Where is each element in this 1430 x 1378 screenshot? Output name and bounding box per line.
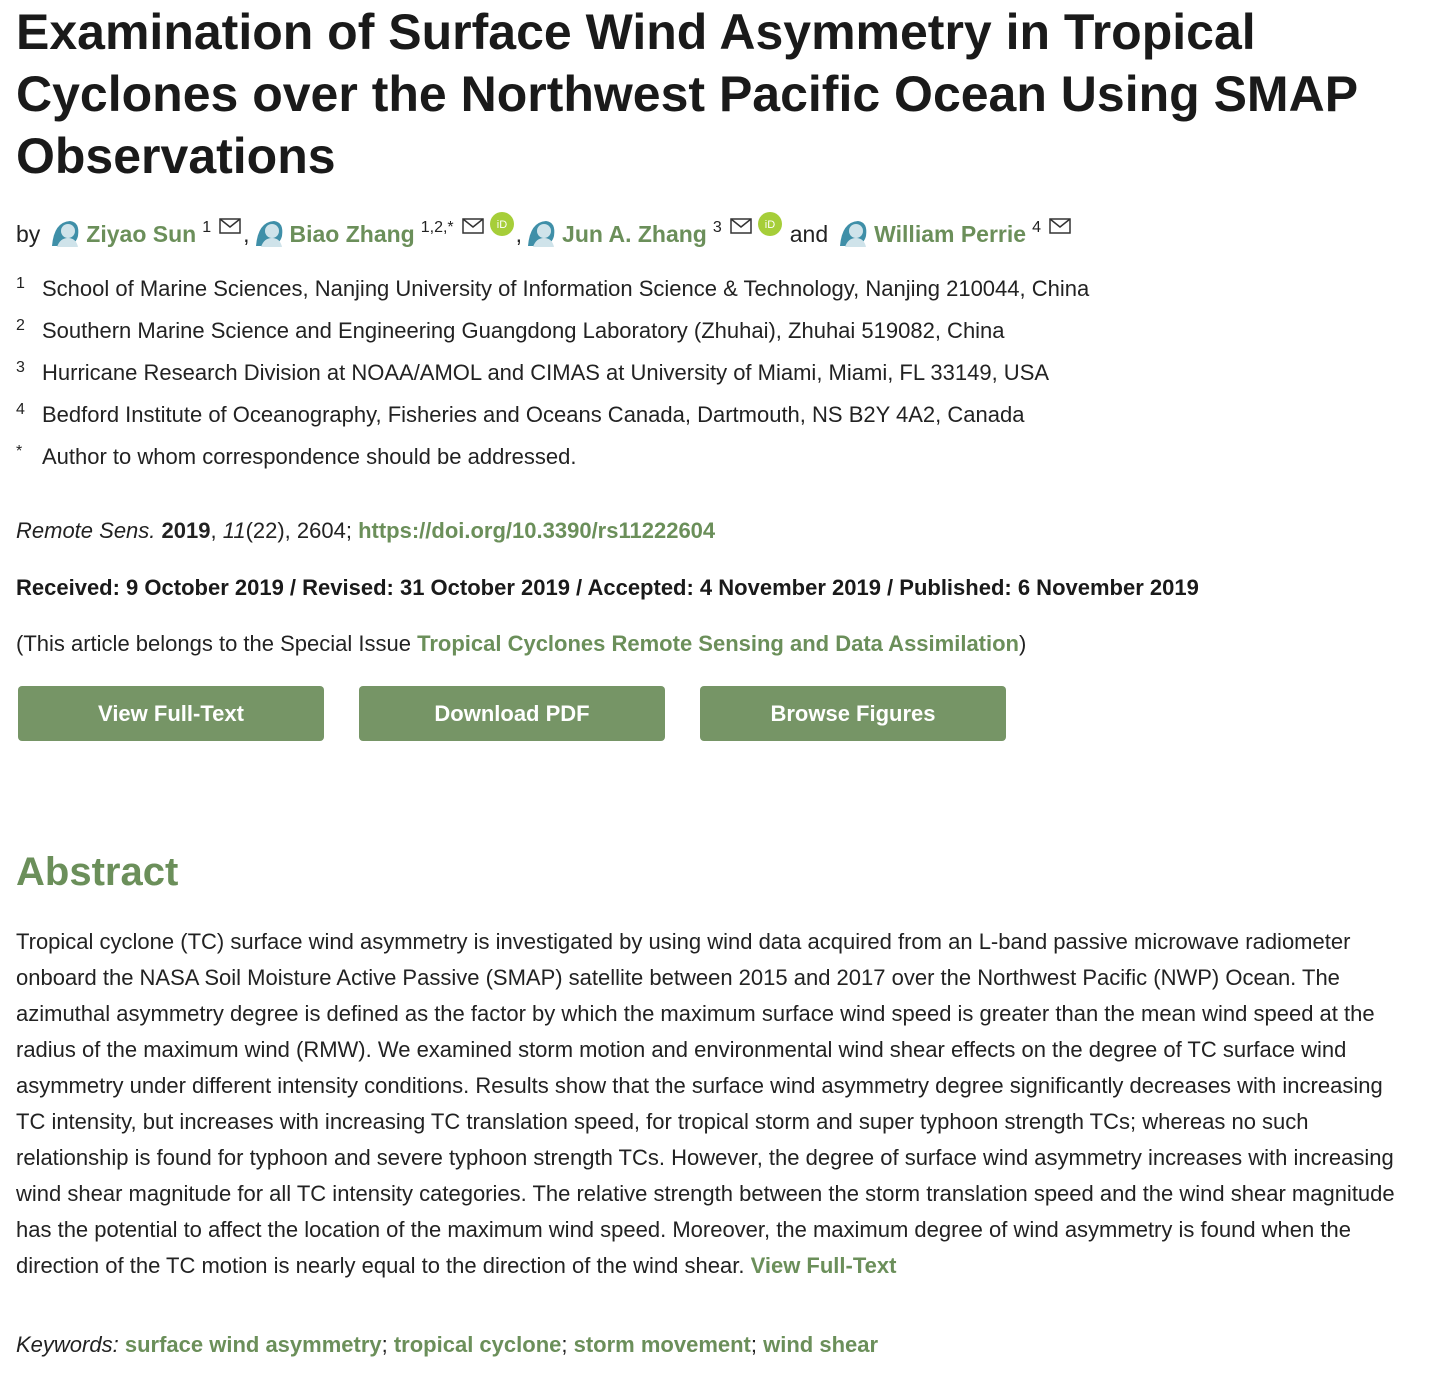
- keyword-separator: ;: [561, 1332, 574, 1357]
- email-icon[interactable]: [1049, 218, 1071, 234]
- abstract-heading: Abstract: [16, 850, 179, 894]
- author-avatar-icon: [836, 218, 870, 248]
- author-jun-a-zhang: [524, 212, 782, 248]
- affiliation-text: School of Marine Sciences, Nanjing University of Information Science & Technology, Nanjing 210044, China: [42, 276, 1090, 301]
- author-name-link[interactable]: Jun A. Zhang: [562, 221, 707, 247]
- author-name-link[interactable]: Ziyao Sun: [86, 221, 197, 247]
- author-separator: ,: [243, 221, 250, 247]
- author-affil-sup: 1,2,*: [420, 219, 454, 236]
- affiliation-text: Author to whom correspondence should be addressed.: [42, 444, 577, 469]
- citation-volume: 11: [222, 518, 246, 543]
- affiliation-number: 3: [16, 359, 25, 376]
- special-issue-prefix: (This article belongs to the Special Issue: [16, 631, 418, 656]
- affiliation-number: 4: [16, 401, 25, 418]
- email-icon[interactable]: [219, 218, 241, 234]
- abstract-full-text-link[interactable]: View Full-Text: [750, 1253, 897, 1278]
- keyword-link[interactable]: surface wind asymmetry: [124, 1332, 382, 1357]
- keyword-link[interactable]: wind shear: [763, 1332, 879, 1357]
- affiliation-item: [16, 318, 1089, 360]
- email-icon[interactable]: [462, 218, 484, 234]
- abstract-body: [16, 924, 1406, 1284]
- article-title: Examination of Surface Wind Asymmetry in Tropical Cyclones over the Northwest Pacific Ocean Using SMAP Observations: [16, 4, 1358, 184]
- view-full-text-button[interactable]: View Full-Text: [18, 686, 324, 741]
- author-affil-sup: 1: [202, 219, 212, 236]
- affiliation-list: [16, 276, 1089, 486]
- orcid-icon[interactable]: [758, 212, 782, 236]
- and-label: and: [789, 221, 829, 247]
- author-biao-zhang: [252, 212, 514, 248]
- action-buttons: [18, 686, 1041, 741]
- affiliation-text: Southern Marine Science and Engineering Guangdong Laboratory (Zhuhai), Zhuhai 519082, China: [42, 318, 1005, 343]
- author-list: [16, 212, 1071, 248]
- affiliation-number: *: [16, 443, 23, 460]
- affiliation-text: Hurricane Research Division at NOAA/AMOL and CIMAS at University of Miami, Miami, FL 33149, USA: [42, 360, 1050, 385]
- svg-text:iD: iD: [496, 219, 507, 231]
- affiliation-item: [16, 360, 1089, 402]
- author-name-link[interactable]: Biao Zhang: [289, 221, 415, 247]
- orcid-icon[interactable]: [490, 212, 514, 236]
- citation-issue: (22), 2604;: [245, 518, 359, 543]
- keywords-line: [16, 1332, 878, 1358]
- keyword-separator: ;: [381, 1332, 394, 1357]
- svg-text:iD: iD: [764, 219, 775, 231]
- author-separator: ,: [515, 221, 523, 247]
- author-avatar-icon: [252, 218, 286, 248]
- author-affil-sup: 4: [1032, 219, 1041, 236]
- author-ziyao-sun: [48, 212, 241, 248]
- author-avatar-icon: [524, 218, 558, 248]
- journal-name: Remote Sens.: [16, 518, 156, 543]
- keywords-label: Keywords:: [16, 1332, 119, 1357]
- author-affil-sup: 3: [712, 219, 722, 236]
- keyword-link[interactable]: tropical cyclone: [393, 1332, 562, 1357]
- special-issue-link[interactable]: Tropical Cyclones Remote Sensing and Data Assimilation: [417, 631, 1019, 656]
- author-avatar-icon: [48, 218, 82, 248]
- special-issue-suffix: ): [1019, 631, 1027, 656]
- affiliation-number: 1: [16, 275, 25, 292]
- citation-line: [16, 518, 715, 544]
- affiliation-item: [16, 444, 1089, 486]
- abstract-text: Tropical cyclone (TC) surface wind asymmetry is investigated by using wind data acquired from an L-band passive microwave radiometer onboard the NASA Soil Moisture Active Passive (SMAP) satellite between 2015 and 2017 over the Northwest Pacific (NWP) Ocean. The azimuthal asymmetry degree is defined as the factor by which the maximum surface wind speed is greater than the mean wind speed at the radius of the maximum wind (RMW). We examined storm motion and environmental wind shear effects on the degree of TC surface wind asymmetry under different intensity conditions. Results show that the surface wind asymmetry degree significantly decreases with increasing TC intensity, but increases with increasing TC translation speed, for tropical storm and super typhoon strength TCs; whereas no such relationship is found for typhoon and severe typhoon strength TCs. However, the degree of surface wind asymmetry increases with increasing wind shear magnitude for all TC intensity categories. The relative strength between the storm translation speed and the wind shear magnitude has the potential to affect the location of the maximum wind speed. Moreover, the maximum degree of wind asymmetry is found when the direction of the TC motion is nearly equal to the direction of the wind shear.: [16, 929, 1395, 1278]
- affiliation-number: 2: [16, 317, 25, 334]
- affiliation-item: [16, 276, 1089, 318]
- email-icon[interactable]: [730, 218, 752, 234]
- citation-year: 2019: [161, 518, 211, 543]
- download-pdf-button[interactable]: Download PDF: [359, 686, 665, 741]
- browse-figures-button[interactable]: Browse Figures: [700, 686, 1006, 741]
- keyword-separator: ;: [750, 1332, 764, 1357]
- citation-separator: ,: [210, 518, 223, 543]
- keyword-link[interactable]: storm movement: [573, 1332, 751, 1357]
- special-issue-note: [16, 631, 1026, 657]
- doi-link[interactable]: https://doi.org/10.3390/rs11222604: [358, 518, 716, 543]
- affiliation-text: Bedford Institute of Oceanography, Fisheries and Oceans Canada, Dartmouth, NS B2Y 4A2, Canada: [42, 402, 1025, 427]
- author-name-link[interactable]: William Perrie: [874, 221, 1027, 247]
- author-william-perrie: [836, 212, 1071, 248]
- affiliation-item: [16, 402, 1089, 444]
- by-label: by: [16, 221, 41, 247]
- publication-dates: Received: 9 October 2019 / Revised: 31 October 2019 / Accepted: 4 November 2019 / Published: 6 November 2019: [16, 575, 1199, 600]
